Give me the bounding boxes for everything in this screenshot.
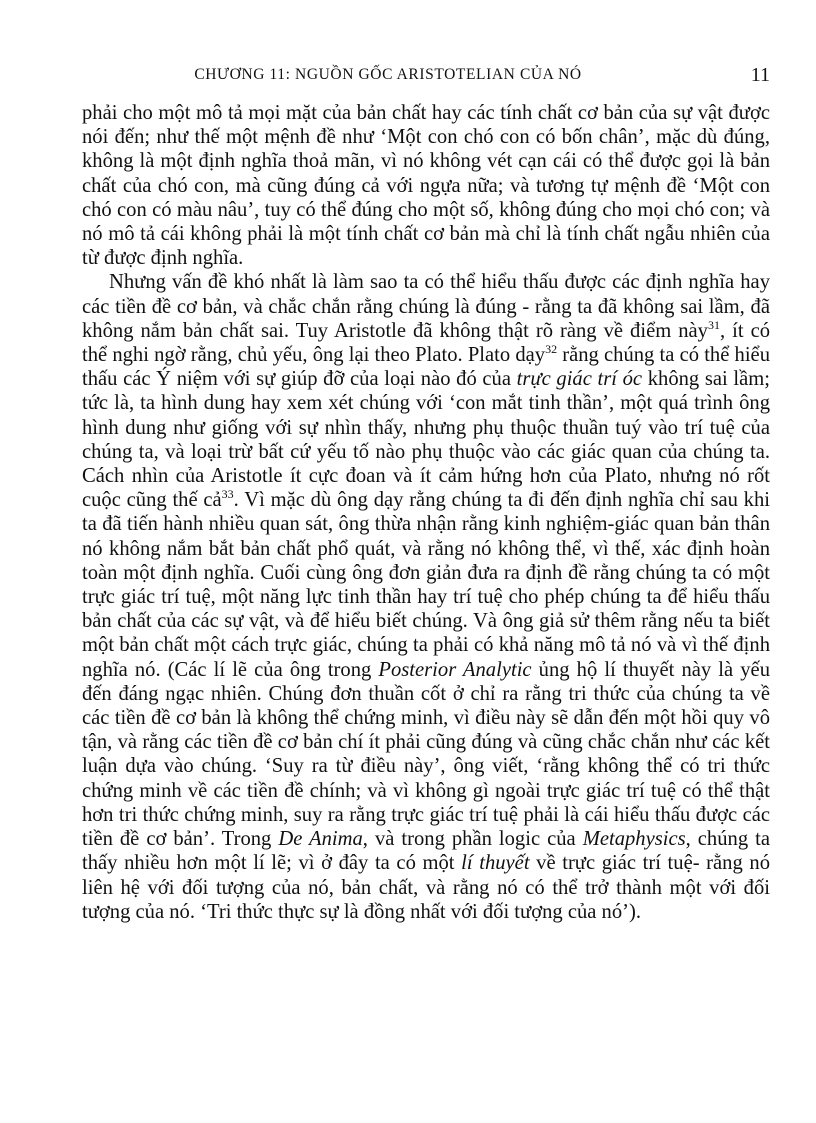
footnote-ref-32: 32 xyxy=(545,342,558,357)
p2-text-9: về trực giác trí tuệ- rằng nó liên hệ với đối tượng của nó, bản chất, và rằng nó có thể trở thành một với đối tượng của nó. ‘Tri thức thực sự là đồng nhất với đối tượng của nó’). xyxy=(82,852,770,923)
p2-text-2: , ít có thể nghi ngờ rằng, chủ yếu, ông lại theo Plato. Plato dạy xyxy=(82,319,771,367)
paragraph-1: phải cho một mô tả mọi mặt của bản chất hay các tính chất cơ bản của sự vật được nói đến; như thế một mệnh đề như ‘Một con chó con có bốn chân’, mặc dù đúng, không là một định nghĩa thoả mãn, vì nó không vét cạn cái có thể được gọi là bản chất của chó con, mà cũng đúng cả với ngựa nữa; và tương tự mệnh đề ‘Một con chó con có màu nâu’, tuy có thể đúng cho một số, không đúng cho mọi chó con; và nó mô tả cái không phải là một tính chất cơ bản mà chỉ là tính chất ngẫu nhiên của từ được định nghĩa. xyxy=(82,102,770,270)
italic-term-li-thuyet: lí thuyết xyxy=(461,852,530,875)
italic-term-truc-giac-tri-oc: trực giác trí óc xyxy=(516,368,643,391)
body-text xyxy=(82,101,770,924)
page-header xyxy=(82,64,770,88)
p2-text-3: rằng chúng ta có thể hiểu thấu các Ý niệm với sự giúp đỡ của loại nào đó của xyxy=(82,344,770,391)
italic-title-de-anima: De Anima xyxy=(278,828,363,851)
footnote-ref-33: 33 xyxy=(221,487,234,502)
p2-text-7: , và trong phần logic của xyxy=(362,828,583,851)
italic-title-metaphysics: Metaphysics xyxy=(582,828,686,851)
paragraph-2 xyxy=(82,270,770,923)
p2-text-4: không sai lầm; tức là, ta hình dung hay xem xét chúng với ‘con mắt tinh thần’, một quá trình ông hình dung như giống với sự nhìn thấy, nhưng phụ thuộc thuần tuý vào trí tuệ của chúng ta, và loại trừ bất cứ yếu tố nào phụ thuộc vào các giác quan của chúng ta. Cách nhìn của Aristotle ít cực đoan và ít cảm hứng hơn của Plato, nhưng nó rốt cuộc cũng thế cả xyxy=(82,368,770,512)
italic-title-posterior-analytic: Posterior Analytic xyxy=(378,658,532,681)
p2-text-5: . Vì mặc dù ông dạy rằng chúng ta đi đến định nghĩa chỉ sau khi ta đã tiến hành nhiều quan sát, ông thừa nhận rằng kinh nghiệm-giác quan bản thân nó không nắm bắt bản chất phổ quát, và rằng nó không thể, vì thế, xác định hoàn toàn một định nghĩa. Cuối cùng ông đơn giản đưa ra định đề rằng chúng ta có một trực giác trí tuệ, một năng lực tinh thần hay trí tuệ cho phép chúng ta để hiểu thấu bản chất của các sự vật, và để hiểu biết chúng. Và ông giả sử thêm rằng nếu ta biết một bản chất một cách trực giác, chúng ta phải có khả năng mô tả nó và vì thế định nghĩa nó. (Các lí lẽ của ông trong xyxy=(82,489,770,681)
footnote-ref-31: 31 xyxy=(707,317,720,332)
p2-text-6: ủng hộ lí thuyết này là yếu đến đáng ngạc nhiên. Chúng đơn thuần cốt ở chỉ ra rằng tri thức của chúng ta về các tiền đề cơ bản là không thể chứng minh, vì điều này sẽ dẫn đến một hồi quy vô tận, và rằng các tiền đề cơ bản chí ít phải cũng đúng và cũng chắc chắn như các kết luận dựa vào chúng. ‘Suy ra từ điều này’, ông viết, ‘rằng không thể có tri thức chứng minh về các tiền đề chính; và vì không gì ngoài trực giác trí tuệ có thể thật hơn tri thức chứng minh, suy ra rằng trực giác trí tuệ phải là cái hiểu thấu được các tiền đề cơ bản’. Trong xyxy=(82,658,770,851)
p2-text-1: Nhưng vấn đề khó nhất là làm sao ta có thể hiểu thấu được các định nghĩa hay các tiền đề cơ bản, và chắc chắn rằng chúng là đúng - rằng ta đã không sai lầm, đã không nắm bản chất sai. Tuy Aristotle đã không thật rõ ràng về điểm này xyxy=(82,271,770,342)
p2-text-8: , chúng ta thấy nhiều hơn một lí lẽ; vì ở đây ta có một xyxy=(82,828,770,875)
running-head: CHƯƠNG 11: NGUỒN GỐC ARISTOTELIAN CỦA NÓ xyxy=(194,66,582,83)
page-number: 11 xyxy=(750,64,770,86)
